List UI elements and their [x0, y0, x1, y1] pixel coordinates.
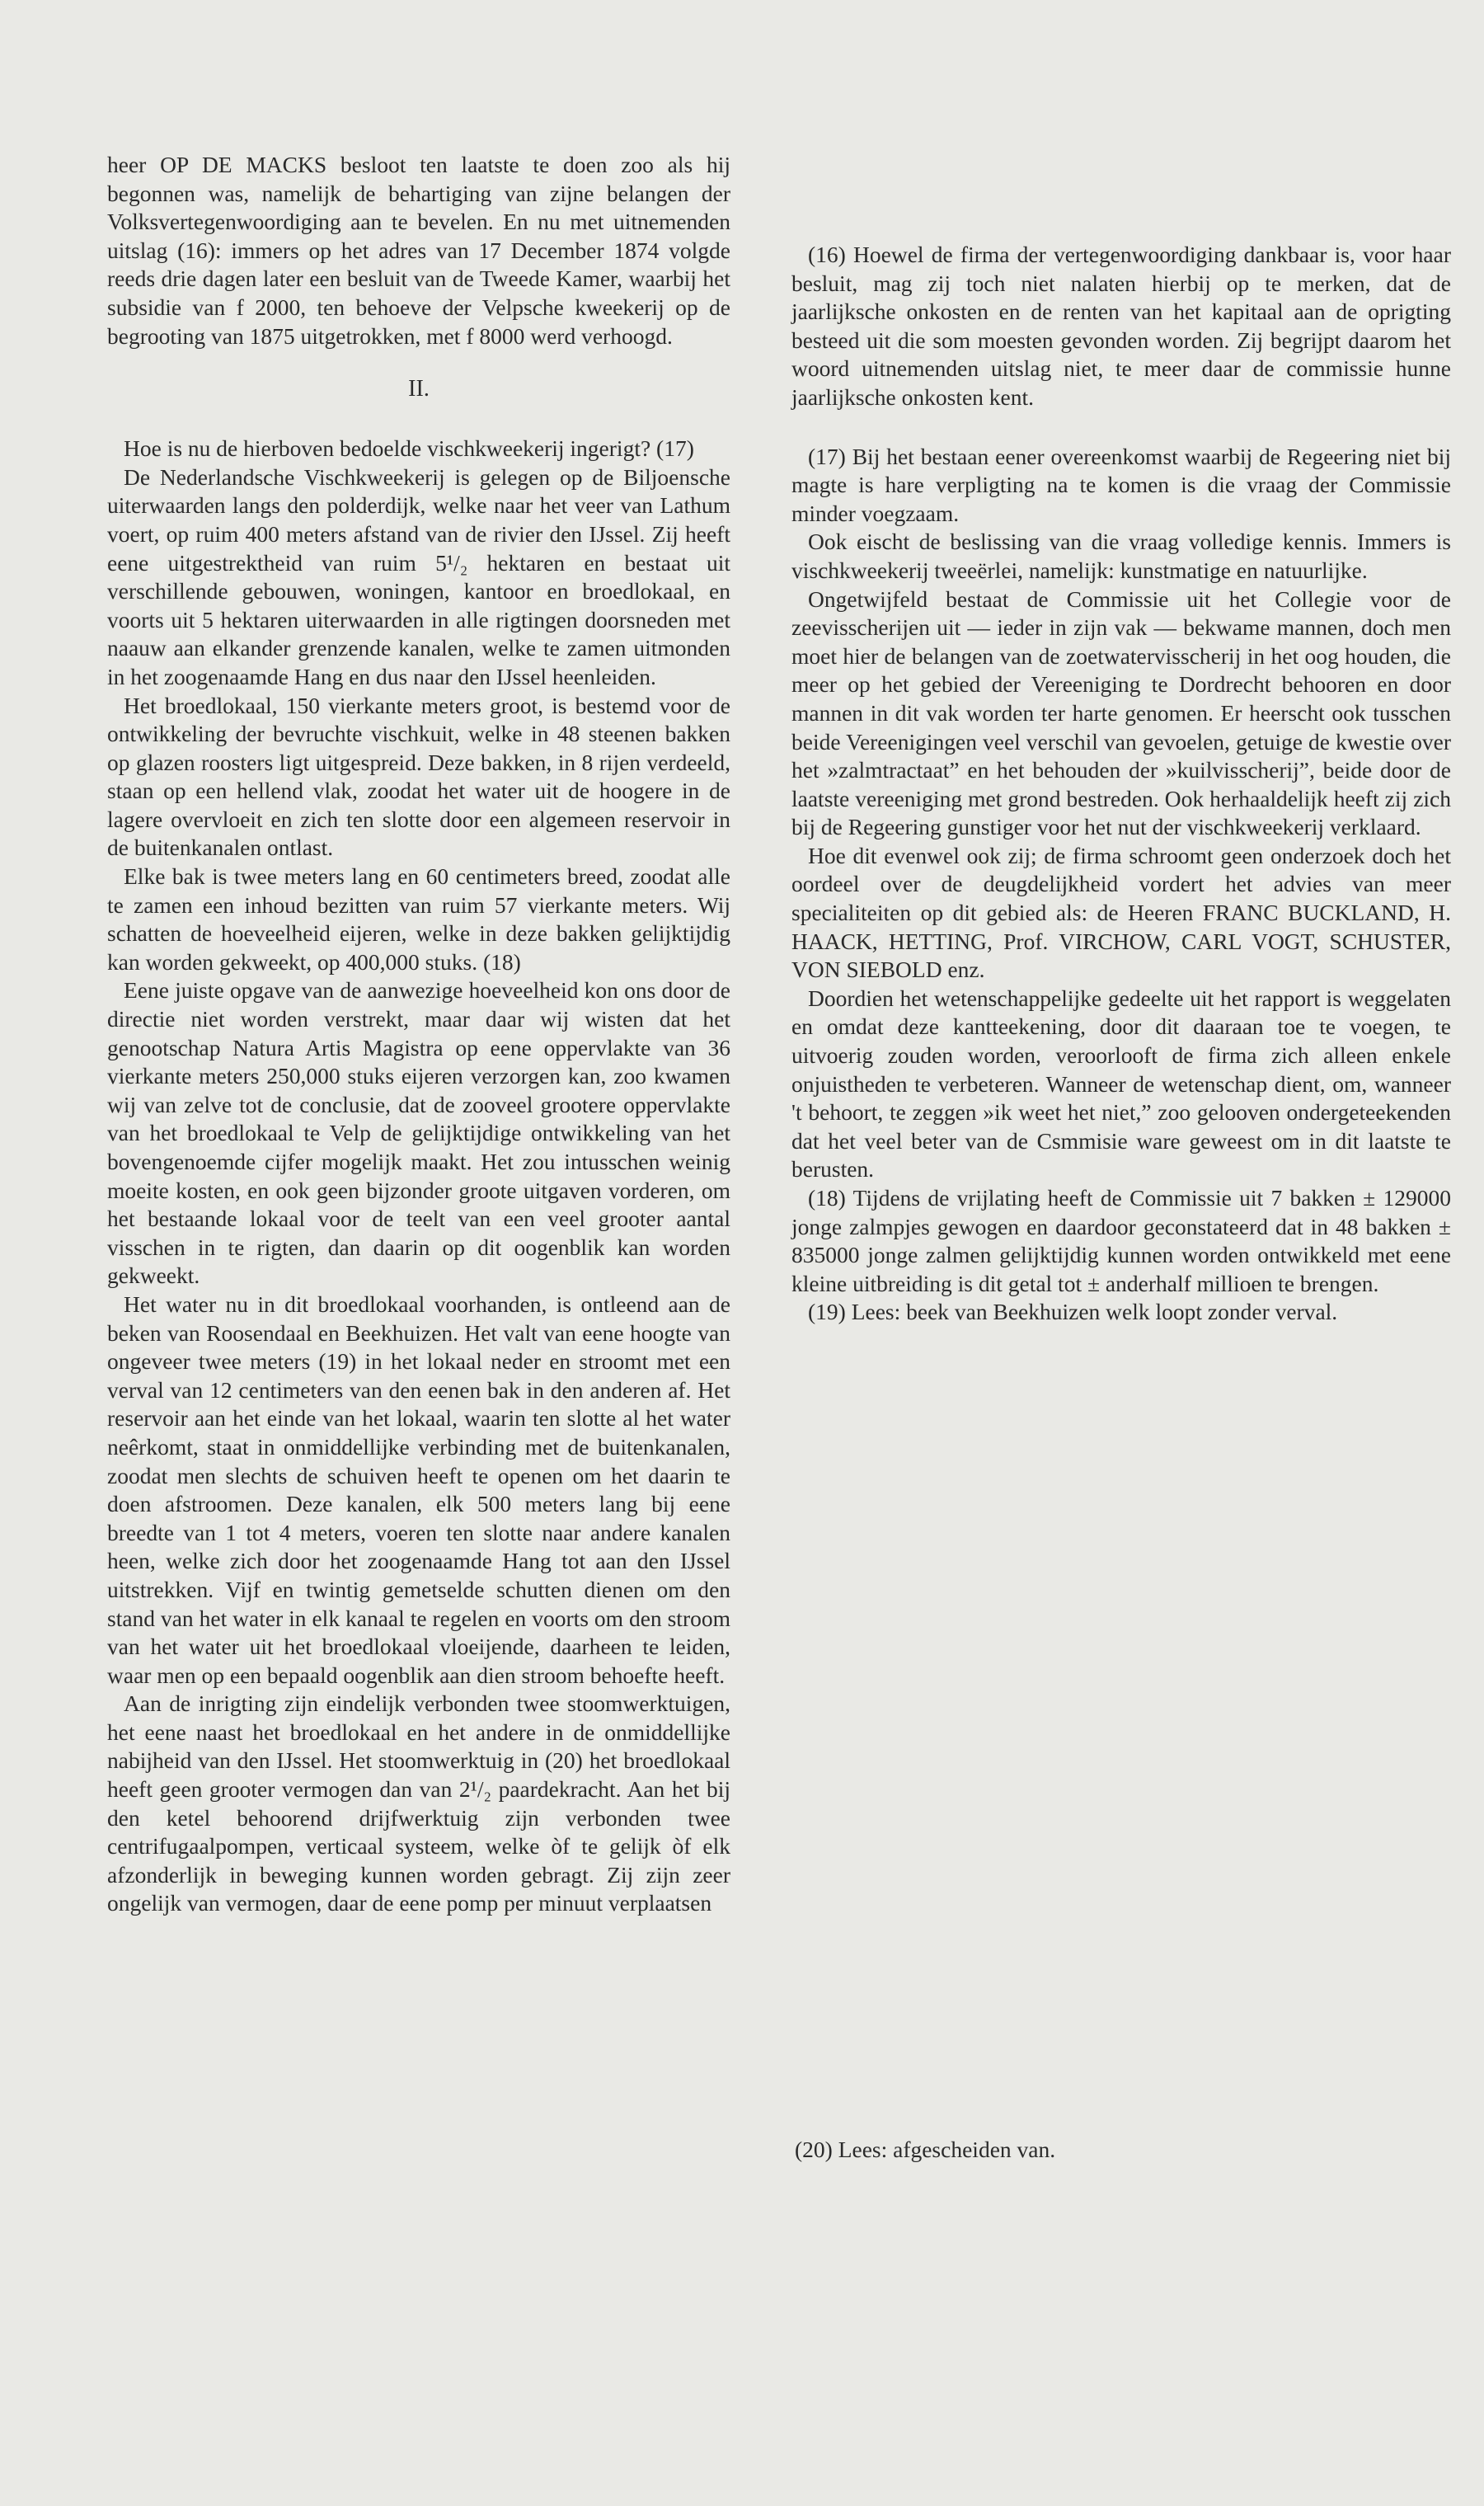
footnote-17-kennis: Ook eischt de beslissing van die vraag volledige kennis. Immers is vischkweekerij tweeërlei, namelijk: kunstmatige en natuurlijke.: [791, 529, 1451, 583]
footnote-16: (16) Hoewel de firma der vertegenwoordiging dankbaar is, voor haar besluit, mag zij toch niet nalaten hierbij op te merken, dat de jaarlijksche onkosten en de renten van het kapitaal aan de oprigting besteed uit die som moesten gevonden worden. Zij begrijpt daarom het woord uitnemenden uitslag niet, te meer daar de commissie hunne jaarlijksche onkosten kent.: [791, 242, 1451, 410]
footnote-column: [791, 241, 1451, 1327]
main-text-column: [107, 151, 730, 1918]
paragraph-stoomwerktuigen: Aan de inrigting zijn eindelijk verbonden twee stoomwerktuigen, het eene naast het broedlokaal en het andere in de onmiddellijke nabijheid van den IJssel. Het stoomwerktuig in (20) het broedlokaal heeft geen grooter vermogen dan van 2¹/₂ paardekracht. Aan het bij den ketel behoorend drijfwerktuig zijn verbonden twee centrifugaalpompen, verticaal systeem, welke òf te gelijk òf elk afzonderlijk in beweging kunnen worden gebragt. Zij zijn zeer ongelijk van vermogen, daar de eene pomp per minuut verplaatsen: [107, 1690, 730, 1916]
paragraph-intro: heer OP DE MACKS besloot ten laatste te doen zoo als hij begonnen was, namelijk de behartiging van zijne belangen der Volksvertegenwoordiging aan te bevelen. En nu met uitnemenden uitslag (16): immers op het adres van 17 December 1874 volgde reeds drie dagen later een besluit van de Tweede Kamer, waarbij het subsidie van f 2000, ten behoeve der Velpsche kweekerij op de begrooting van 1875 uitgetrokken, met f 8000 werd verhoogd.: [107, 152, 730, 349]
footnote-20: (20) Lees: afgescheiden van.: [795, 2137, 1056, 2162]
paragraph-opgave: Eene juiste opgave van de aanwezige hoeveelheid kon ons door de directie niet worden verstrekt, maar daar wij wisten dat het genootschap Natura Artis Magistra op eene oppervlakte van 36 vierkante meters 250,000 stuks eijeren verzorgen kan, zoo kwamen wij van zelve tot de conclusie, dat de zooveel grootere oppervlakte van het broedlokaal te Velp de gelijktijdige ontwikkeling van het bovengenoemde cijfer mogelijk maakt. Het zou intusschen weinig moeite kosten, en ook geen bijzonder groote uitgaven vorderen, om het bestaande lokaal voor de teelt van een veel grooter aantal visschen in te rigten, dan daarin op dit oogenblik kan worden gekweekt.: [107, 977, 730, 1289]
spacer: [791, 412, 1451, 443]
footnote-17-specialiteiten: Hoe dit evenwel ook zij; de firma schroomt geen onderzoek doch het oordeel over de deugdelijkheid vordert het advies van meer specialiteiten op dit gebied als: de Heeren FRANC BUCKLAND, H. HAACK, HETTING, Prof. VIRCHOW, CARL VOGT, SCHUSTER, VON SIEBOLD enz.: [791, 842, 1451, 983]
paragraph-bakken: Elke bak is twee meters lang en 60 centimeters breed, zoodat alle te zamen een inhoud bezitten van ruim 57 vierkante meters. Wij schatten de hoeveelheid eijeren, welke in deze bakken gelijktijdig kan worden gekweekt, op 400,000 stuks. (18): [107, 863, 730, 975]
footnote-17-commissie: Ongetwijfeld bestaat de Commissie uit het Collegie voor de zeevisscherijen uit — ieder in zijn vak — bekwame mannen, doch men moet hier de belangen van de zoetwatervisscherij in het oog houden, die meer op het gebied der Vereeniging te Dordrecht behooren en door mannen in dit vak worden ter harte genomen. Er heerscht ook tusschen beide Vereenigingen veel verschil van gevoelen, getuige de kwestie over het »zalmtractaat” en het behouden der »kuilvisscherij”, beide door de laatste vereeniging met grond bestreden. Ook herhaaldelijk heeft zij zich bij de Regeering gunstiger voor het nut der vischkweekerij verklaard.: [791, 585, 1451, 840]
section-heading: II.: [408, 376, 430, 402]
paragraph-question: Hoe is nu de hierboven bedoelde vischkweekerij ingerigt? (17): [124, 435, 694, 462]
paragraph-broedlokaal: Het broedlokaal, 150 vierkante meters groot, is bestemd voor de ontwikkeling der bevruchte vischkuit, welke in 48 steenen bakken op glazen roosters ligt uitgespreid. Deze bakken, in 8 rijen verdeeld, staan op een hellend vlak, zoodat het water uit de hoogere in de lagere overvloeit en zich ten slotte door een algemeen reservoir in de buitenkanalen ontlast.: [107, 692, 730, 861]
footnote-19: (19) Lees: beek van Beekhuizen welk loopt zonder verval.: [808, 1299, 1338, 1325]
paragraph-water: Het water nu in dit broedlokaal voorhanden, is ontleend aan de beken van Roosendaal en Beekhuizen. Het valt van eene hoogte van ongeveer twee meters (19) in het lokaal neder en stroomt met een verval van 12 centimeters van den eenen bak in den anderen af. Het reservoir aan het einde van het lokaal, waarin ten slotte al het water neêrkomt, staat in onmiddellijke verbinding met de buitenkanalen, zoodat men slechts de schuiven heeft te openen om het daarin te doen afstroomen. Deze kanalen, elk 500 meters lang bij eene breedte van 1 tot 4 meters, voeren ten slotte naar andere kanalen heen, welke zich door het zoogenaamde Hang tot aan den IJssel uitstrekken. Vijf en twintig gemetselde schutten dienen om den stand van het water in elk kanaal te regelen en voorts om den stroom van het water uit het broedlokaal vloeijende, daarheen te leiden, waar men op een bepaald oogenblik aan dien stroom behoefte heeft.: [107, 1291, 730, 1688]
footnote-18: (18) Tijdens de vrijlating heeft de Commissie uit 7 bakken ± 129000 jonge zalmpjes gewogen en daardoor geconstateerd dat in 48 bakken ± 835000 jonge zalmen gelijktijdig kunnen worden ontwikkeld met eene kleine uitbreiding is dit getal tot ± anderhalf millioen te brengen.: [791, 1185, 1451, 1296]
footnote-17: (17) Bij het bestaan eener overeenkomst waarbij de Regeering niet bij magte is hare verpligting na te komen is die vraag der Commissie minder voegzaam.: [791, 443, 1451, 526]
paragraph-location: De Nederlandsche Vischkweekerij is gelegen op de Biljoensche uiterwaarden langs den polderdijk, welke naar het veer van Lathum voert, op ruim 400 meters afstand van de rivier den IJssel. Zij heeft eene uitgestrektheid van ruim 5¹/₂ hektaren en bestaat uit verschillende gebouwen, woningen, kantoor en broedlokaal, en voorts uit 5 hektaren uiterwaarden in alle rigtingen doorsneden met naauw aan elkander grenzende kanalen, welke te zamen uitmonden in het zoogenaamde Hang en dus naar den IJssel heenleiden.: [107, 463, 730, 689]
footnote-17-wetenschappelijk: Doordien het wetenschappelijke gedeelte uit het rapport is weggelaten en omdat deze kantteekening, door dit daaraan toe te voegen, te uitvoerig zouden worden, veroorlooft de firma zich alleen enkele onjuistheden te verbeteren. Wanneer de wetenschap dient, om, wanneer 't behoort, te zeggen »ik weet het niet,” zoo gelooven ondergeteekenden dat het veel beter van de Csmmisie ware geweest om in dit laatste te berusten.: [791, 985, 1451, 1182]
